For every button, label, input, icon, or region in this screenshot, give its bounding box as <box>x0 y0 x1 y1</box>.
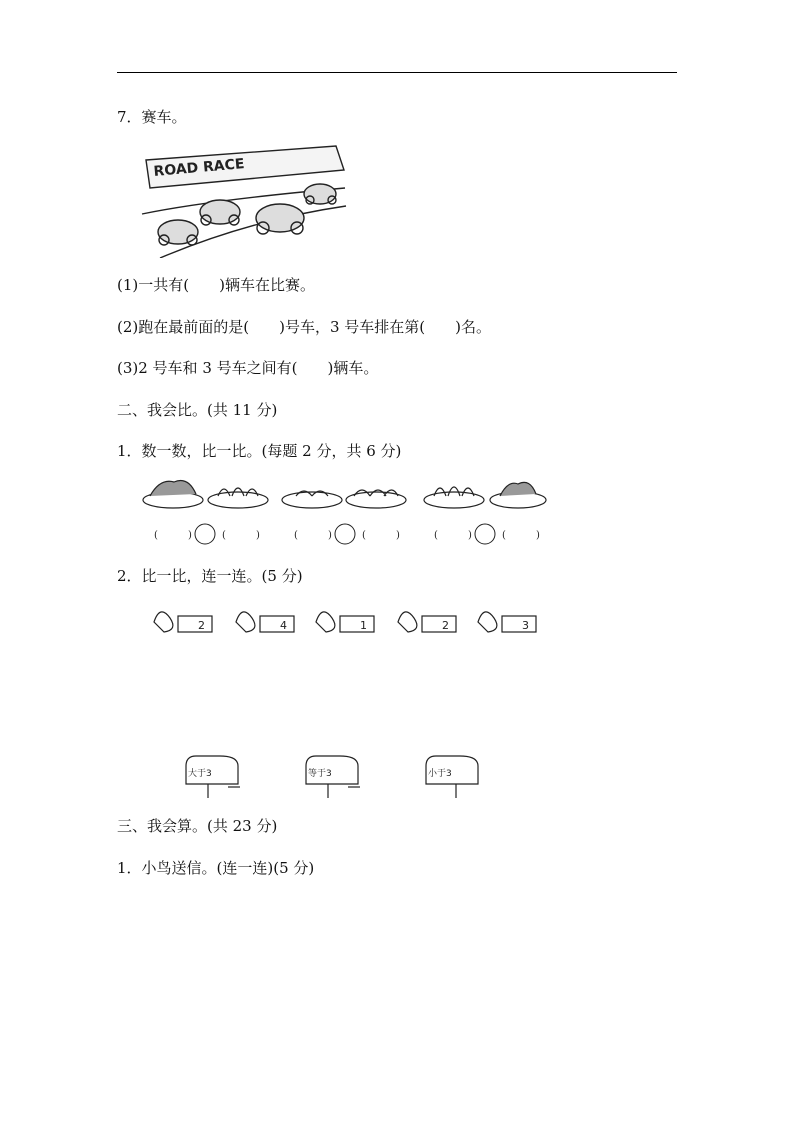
svg-text:): ) <box>536 530 540 541</box>
question-7-item-3: (3)2 号车和 3 号车之间有( )辆车。 <box>117 359 379 377</box>
svg-text:): ) <box>468 530 472 541</box>
race-banner-text: ROAD RACE <box>152 156 246 180</box>
question-7-item-1: (1)一共有( )辆车在比赛。 <box>117 276 315 294</box>
bird-number-4: 2 <box>442 619 449 632</box>
section-2-title: 二、我会比。(共 11 分) <box>117 401 278 419</box>
top-rule <box>117 72 677 73</box>
svg-text:): ) <box>396 530 400 541</box>
house-label-greater: 大于3 <box>188 769 212 779</box>
section-2-question-2: 2．比一比，连一连。(5 分) <box>117 567 303 585</box>
svg-text:(: ( <box>222 530 226 541</box>
svg-text:(: ( <box>434 530 438 541</box>
fruit-plates-comparison <box>140 472 550 547</box>
race-car-illustration <box>140 140 350 258</box>
svg-text:(: ( <box>362 530 366 541</box>
svg-text:(: ( <box>294 530 298 541</box>
bird-number-3: 1 <box>360 619 367 632</box>
birds-with-numbers <box>148 600 548 640</box>
section-3-question-1: 1．小鸟送信。(连一连)(5 分) <box>117 859 315 877</box>
section-2-question-1: 1．数一数，比一比。(每题 2 分，共 6 分) <box>117 442 402 460</box>
house-label-equal: 等于3 <box>308 769 332 779</box>
bird-number-1: 2 <box>198 619 205 632</box>
svg-text:): ) <box>328 530 332 541</box>
svg-text:(: ( <box>154 530 158 541</box>
svg-text:): ) <box>188 530 192 541</box>
svg-text:): ) <box>256 530 260 541</box>
house-label-less: 小于3 <box>428 769 452 779</box>
svg-text:(: ( <box>502 530 506 541</box>
bird-number-2: 4 <box>280 619 287 632</box>
question-7-item-2: (2)跑在最前面的是( )号车，3 号车排在第( )名。 <box>117 318 491 336</box>
section-3-title: 三、我会算。(共 23 分) <box>117 817 278 835</box>
house-targets <box>180 752 490 802</box>
bird-number-5: 3 <box>522 619 529 632</box>
question-7-title: 7．赛车。 <box>117 108 187 126</box>
